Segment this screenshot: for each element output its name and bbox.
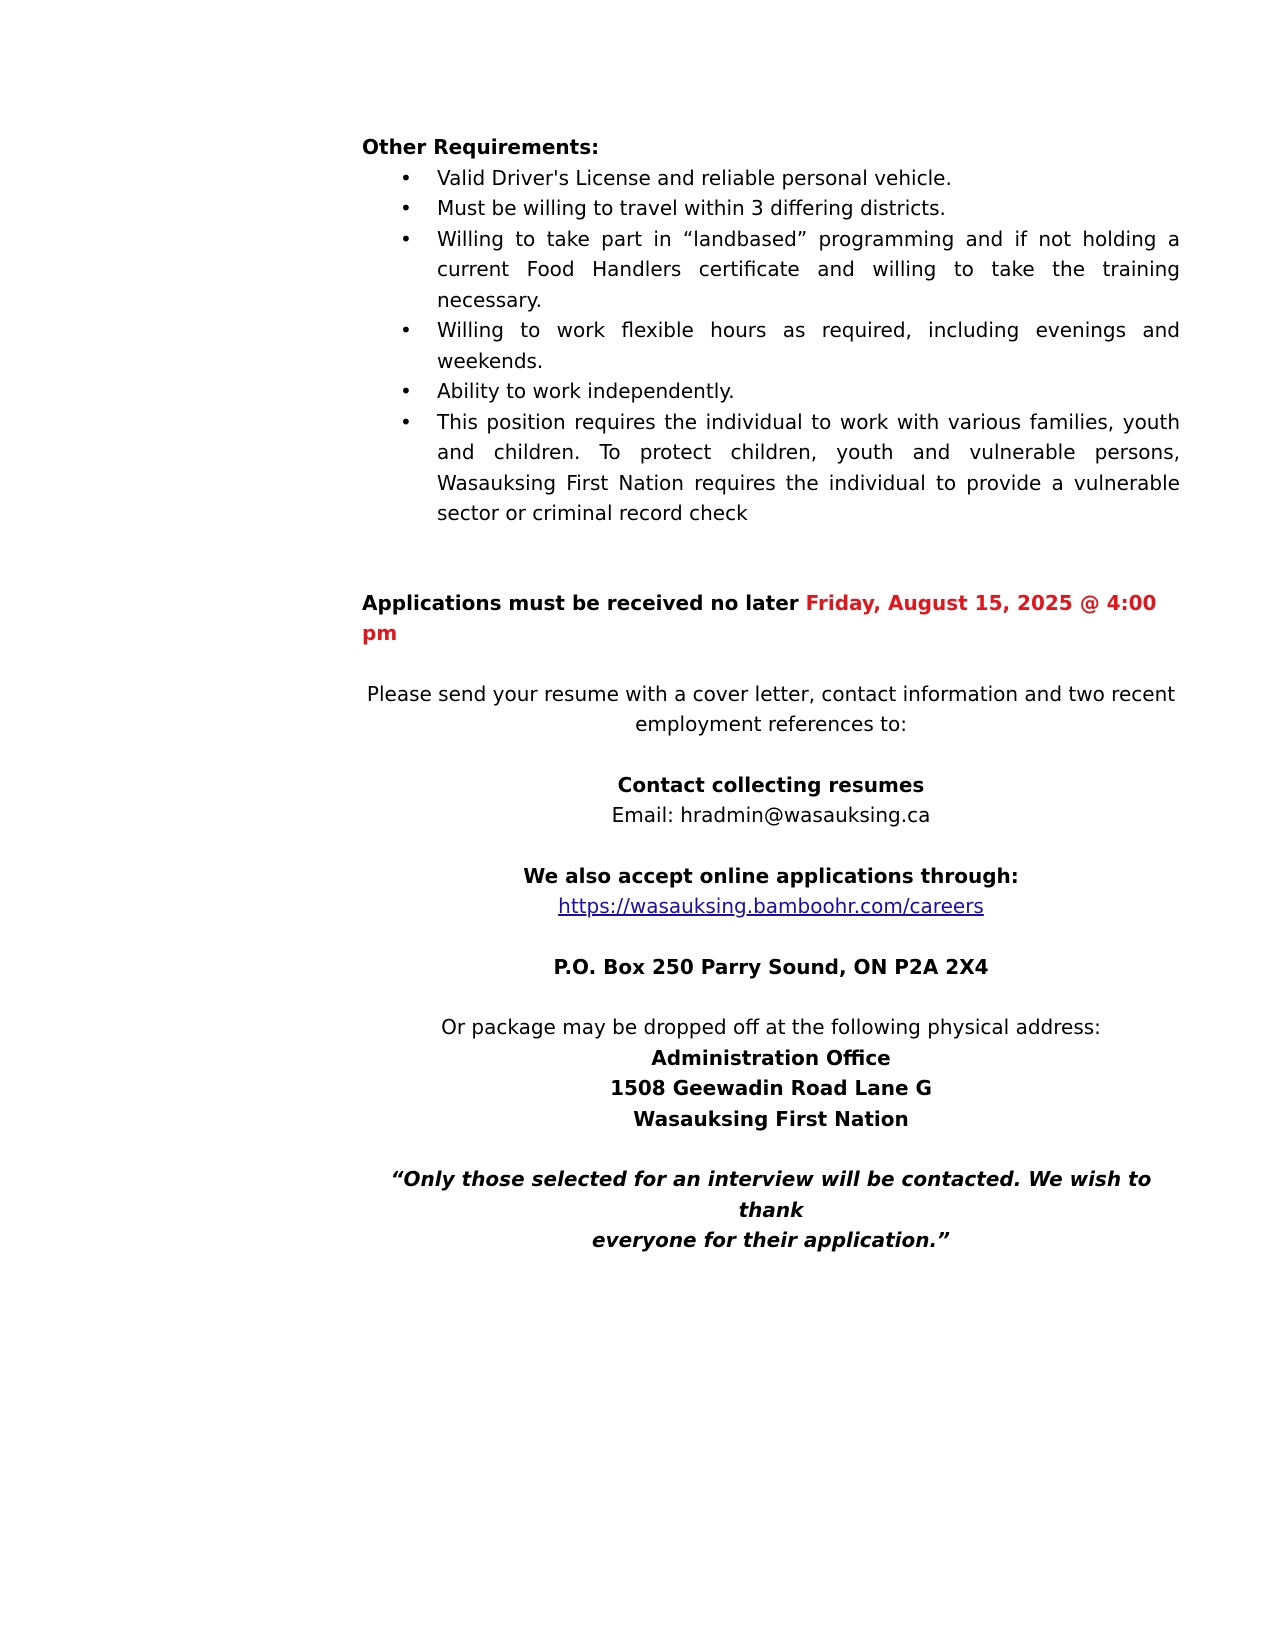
- dropoff-line-3: Wasauksing First Nation: [633, 1106, 909, 1131]
- deadline-date: Friday, August 15, 2025 @ 4:00 pm: [362, 590, 1157, 645]
- list-item: [362, 407, 1180, 529]
- requirements-list: [362, 163, 1180, 529]
- bullet-icon: •: [400, 409, 412, 434]
- requirement-text: This position requires the individual to work with various families, youth and children. To protect children, youth and vulnerable persons, Wasauksing First Nation requires the individual to provide a vulnerable sector or criminal record check: [437, 409, 1180, 525]
- closing-note: [362, 1164, 1180, 1256]
- list-item: [362, 376, 1180, 407]
- dropoff-line-2: 1508 Geewadin Road Lane G: [610, 1076, 932, 1100]
- dropoff-section: [362, 1012, 1180, 1134]
- send-line-1: Please send your resume with a cover letter, contact information and two recent: [366, 681, 1176, 706]
- careers-link[interactable]: https://wasauksing.bamboohr.com/careers: [558, 894, 984, 918]
- list-item: [362, 315, 1180, 376]
- closing-line-1: “Only those selected for an interview will be contacted. We wish to thank: [390, 1167, 1152, 1222]
- document-body: [362, 132, 1180, 1256]
- bullet-icon: •: [400, 318, 412, 342]
- requirement-text: Valid Driver's License and reliable personal vehicle.: [437, 165, 952, 190]
- contact-email: Email: hradmin@wasauksing.ca: [611, 803, 931, 827]
- bullet-icon: •: [400, 165, 412, 190]
- contact-heading: Contact collecting resumes: [617, 772, 925, 797]
- dropoff-intro: Or package may be dropped off at the following physical address:: [441, 1015, 1101, 1039]
- closing-line-2: everyone for their application.”: [592, 1228, 950, 1252]
- bullet-icon: •: [400, 226, 412, 251]
- online-application-section: [362, 861, 1180, 922]
- deadline-prefix: Applications must be received no later: [362, 590, 806, 615]
- send-instructions: [362, 679, 1180, 740]
- send-line-2: employment references to:: [635, 712, 907, 736]
- requirement-text: Willing to work flexible hours as required, including evenings and weekends.: [437, 318, 1180, 373]
- contact-section: [362, 770, 1180, 831]
- requirements-heading: Other Requirements:: [362, 135, 600, 159]
- online-heading: We also accept online applications through:: [523, 863, 1019, 888]
- requirement-text: Ability to work independently.: [437, 379, 735, 403]
- list-item: [362, 193, 1180, 224]
- requirement-text: Must be willing to travel within 3 differing districts.: [437, 196, 946, 220]
- list-item: [362, 224, 1180, 316]
- list-item: [362, 163, 1180, 194]
- application-deadline: [362, 588, 1180, 649]
- bullet-icon: •: [400, 379, 412, 403]
- bullet-icon: •: [400, 196, 412, 220]
- requirement-text: Willing to take part in “landbased” programming and if not holding a current Food Handlers certificate and willing to take the training necessary.: [437, 226, 1180, 312]
- dropoff-line-1: Administration Office: [651, 1045, 891, 1070]
- mailing-address: P.O. Box 250 Parry Sound, ON P2A 2X4: [553, 954, 989, 979]
